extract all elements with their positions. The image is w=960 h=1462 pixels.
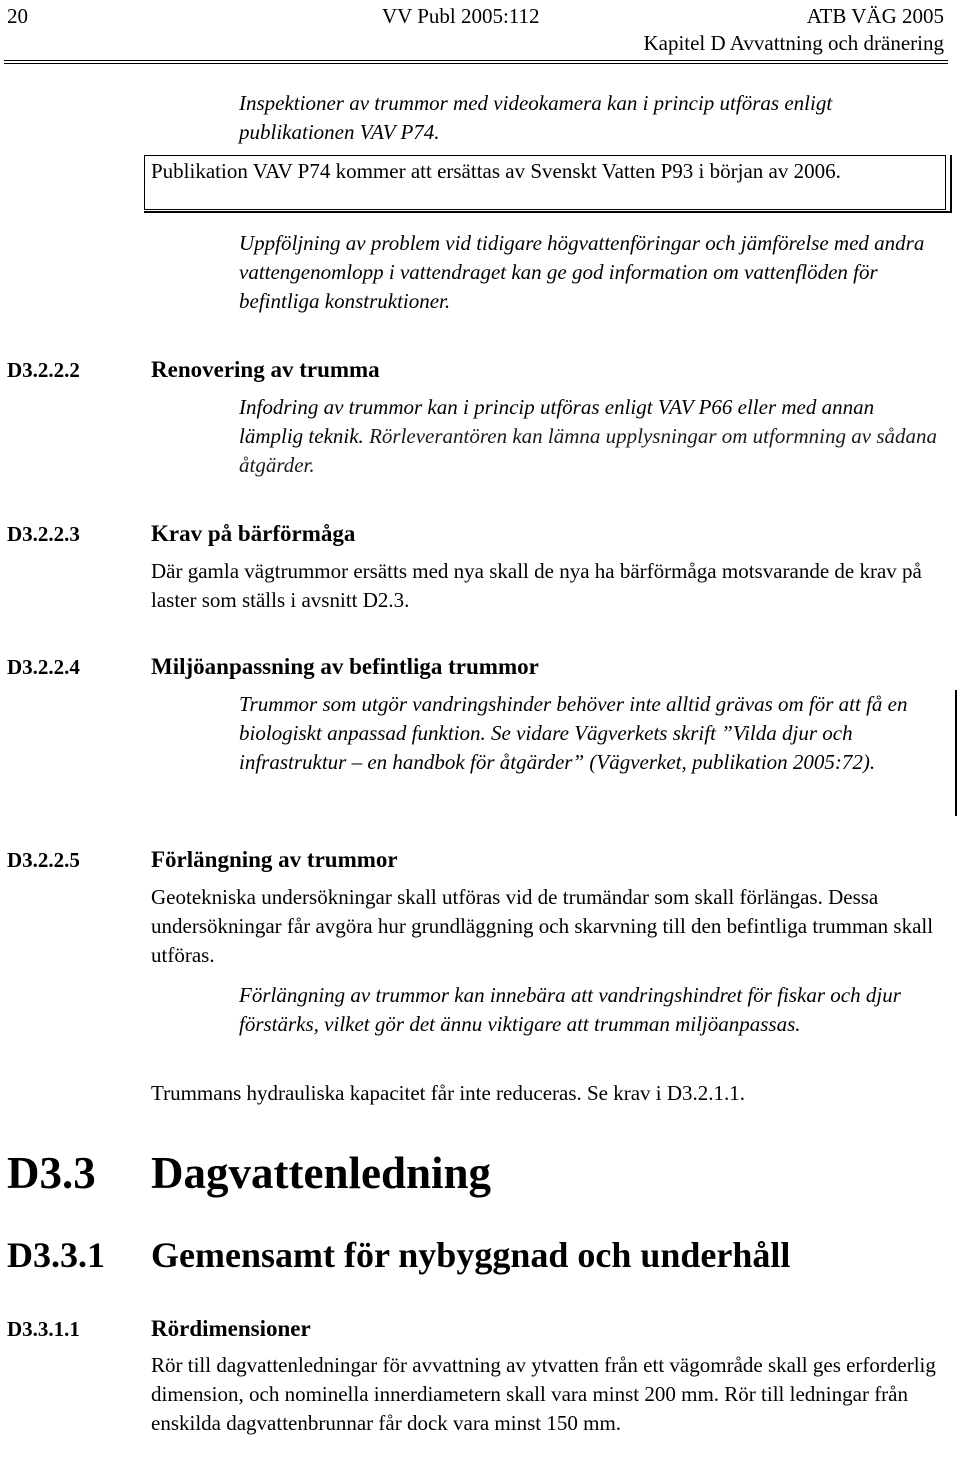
- renovering-text-part1: Infodring av trummor kan i princip utföras enligt VAV P66 eller med annan lämplig teknik.: [239, 395, 875, 448]
- section-number-d3311: D3.3.1.1: [7, 1317, 80, 1341]
- header-rule: [4, 60, 948, 61]
- header-rule-secondary: [4, 63, 948, 64]
- paragraph-barformaga: Där gamla vägtrummor ersätts med nya skall de nya ha bärförmåga motsvarande de krav på laster som ställs i avsnitt D2.3.: [151, 559, 922, 612]
- section-title-barformaga: Krav på bärförmåga: [151, 521, 356, 546]
- section-title-gemensamt: Gemensamt för nybyggnad och underhåll: [151, 1235, 791, 1275]
- series-name: ATB VÄG 2005: [806, 4, 944, 28]
- miljo-text-part1: Trummor som utgör vandringshinder behöver inte alltid grävas om för att få en biologiskt anpassad funktion.: [239, 692, 908, 745]
- paragraph-forlangning-kapacitet: Trummans hydrauliska kapacitet får inte reduceras. Se krav i D3.2.1.1.: [151, 1081, 746, 1105]
- paragraph-miljoanpassning: [239, 690, 939, 777]
- section-number-d3225: D3.2.2.5: [7, 848, 80, 872]
- section-number-d3222: D3.2.2.2: [7, 358, 80, 382]
- revision-change-bar: [955, 690, 957, 816]
- section-title-miljoanpassning: Miljöanpassning av befintliga trummor: [151, 654, 539, 679]
- paragraph-inspection: Inspektioner av trummor med videokamera kan i princip utföras enligt publikationen VAV P74.: [239, 91, 833, 144]
- paragraph-forlangning-geoteknik: Geotekniska undersökningar skall utföras vid de trumändar som skall förlängas. Dessa undersökningar får avgöra hur grundläggning och skarvning till den befintliga trumman skall utföras.: [151, 885, 934, 967]
- chapter-title-dagvattenledning: Dagvattenledning: [151, 1148, 492, 1198]
- boxed-note-shadow-right: [950, 155, 952, 213]
- section-title-forlangning: Förlängning av trummor: [151, 847, 398, 872]
- paragraph-forlangning-vandringshinder: Förlängning av trummor kan innebära att vandringshindret för fiskar och djur förstärks, vilket gör det ännu viktigare att trumman miljöanpassas.: [239, 983, 901, 1036]
- publication-id: VV Publ 2005:112: [382, 4, 540, 28]
- paragraph-followup: Uppföljning av problem vid tidigare högvattenföringar och jämförelse med andra vattengenomlopp i vattendraget kan ge god information om vattenflöden för befintliga konstruktioner.: [239, 231, 925, 313]
- section-number-d3224: D3.2.2.4: [7, 655, 80, 679]
- paragraph-rordimensioner: Rör till dagvattenledningar för avvattning av ytvatten från ett vägområde skall ges erforderlig dimension, och nominella innerdiametern skall vara minst 200 mm. Rör till ledningar från enskilda dagvattenbrunnar får dock vara minst 150 mm.: [151, 1353, 936, 1435]
- section-title-rordimensioner: Rördimensioner: [151, 1316, 311, 1341]
- boxed-note-text: Publikation VAV P74 kommer att ersättas av Svenskt Vatten P93 i början av 2006.: [151, 159, 841, 183]
- paragraph-renovering: [239, 393, 939, 480]
- section-number-d3223: D3.2.2.3: [7, 522, 80, 546]
- section-number-d331: D3.3.1: [7, 1235, 105, 1275]
- renovering-text-part2: Rörleverantören kan lämna upplysningar om utformning av sådana åtgärder.: [239, 424, 937, 477]
- chapter-title: Kapitel D Avvattning och dränering: [643, 31, 944, 55]
- boxed-note-shadow-bottom: [144, 211, 952, 213]
- chapter-number-d33: D3.3: [7, 1148, 96, 1198]
- section-title-renovering: Renovering av trumma: [151, 357, 380, 382]
- miljo-text-part2: Se vidare Vägverkets skrift ”Vilda djur och infrastruktur – en handbok för åtgärder” (Vägverket, publikation 2005:72).: [239, 721, 876, 774]
- page-number: 20: [7, 4, 28, 28]
